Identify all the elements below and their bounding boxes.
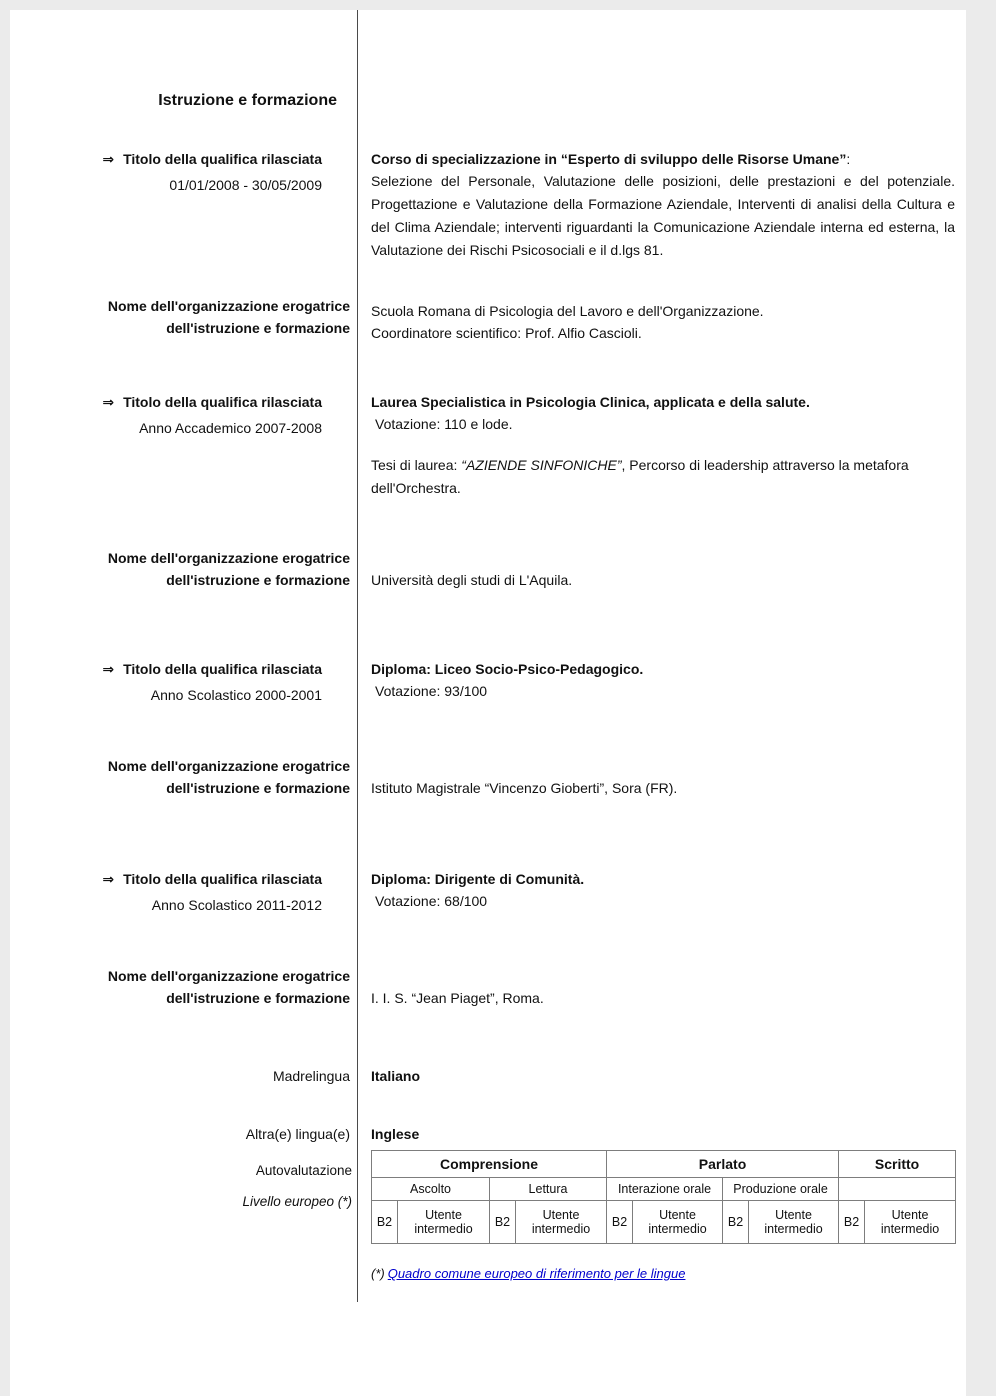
self-assessment-label: Autovalutazione <box>255 1163 352 1178</box>
double-arrow-icon: ⇒ <box>102 661 115 677</box>
qualification-title-suffix: : <box>846 151 851 167</box>
language-self-assessment-table <box>371 1150 956 1244</box>
level-label-cell: Utente intermedio <box>398 1201 490 1244</box>
organization-name <box>371 547 955 591</box>
qualification-title: Diploma: Liceo Socio-Psico-Pedagogico. <box>371 661 644 677</box>
thesis-line <box>371 454 955 500</box>
level-label-cell: Utente intermedio <box>749 1201 839 1244</box>
organization-label-line1: Nome dell'organizzazione erogatrice <box>107 758 350 774</box>
level-label-cell: Utente intermedio <box>516 1201 607 1244</box>
organization-name <box>371 965 955 1009</box>
qualification-date: Anno Accademico 2007-2008 <box>139 420 322 436</box>
subskill-lettura: Lettura <box>490 1178 607 1201</box>
organization-name-line: Istituto Magistrale “Vincenzo Gioberti”, Sora (FR). <box>371 780 678 796</box>
organization-label-line1: Nome dell'organizzazione erogatrice <box>107 550 350 566</box>
other-languages-label: Altra(e) lingua(e) <box>245 1126 350 1142</box>
qualification-label-text: Titolo della qualifica rilasciata <box>123 661 322 677</box>
qualification-date: Anno Scolastico 2011-2012 <box>151 897 322 913</box>
group-comprensione: Comprensione <box>372 1151 607 1178</box>
qualification-label-text: Titolo della qualifica rilasciata <box>123 394 322 410</box>
level-code-cell: B2 <box>607 1201 633 1244</box>
organization-name-line: Coordinatore scientifico: Prof. Alfio Cascioli. <box>371 325 642 341</box>
language-table-wrapper <box>371 1150 956 1244</box>
organization-name-line: I. I. S. “Jean Piaget”, Roma. <box>371 990 544 1006</box>
qualification-title-line <box>371 148 955 170</box>
table-group-row <box>372 1151 956 1178</box>
level-code-cell: B2 <box>839 1201 865 1244</box>
qualification-label-text: Titolo della qualifica rilasciata <box>123 151 322 167</box>
qualification-title: Diploma: Dirigente di Comunità. <box>371 871 585 887</box>
table-level-row <box>372 1201 956 1244</box>
qualification-label-block <box>10 868 357 916</box>
organization-label <box>10 755 357 799</box>
organization-name <box>371 300 955 344</box>
organization-name <box>371 755 955 799</box>
organization-label <box>10 547 357 591</box>
qualification-label-block <box>10 658 357 706</box>
cefr-footnote <box>371 1266 685 1282</box>
qualification-content <box>371 391 955 500</box>
level-label-cell: Utente intermedio <box>865 1201 956 1244</box>
organization-label <box>10 965 357 1009</box>
qualification-title: Corso di specializzazione in “Esperto di sviluppo delle Risorse Umane” <box>371 151 847 167</box>
qualification-date: Anno Scolastico 2000-2001 <box>150 687 322 703</box>
group-parlato: Parlato <box>607 1151 839 1178</box>
thesis-prefix: Tesi di laurea: <box>371 457 462 473</box>
thesis-suffix: , Percorso di leadership attraverso la metafora dell'Orchestra. <box>371 457 909 496</box>
double-arrow-icon: ⇒ <box>102 871 115 887</box>
qualification-date: 01/01/2008 - 30/05/2009 <box>169 177 322 193</box>
column-divider <box>357 10 358 1302</box>
qualification-grade: Votazione: 93/100 <box>375 683 488 699</box>
qualification-label <box>10 391 357 413</box>
qualification-content <box>371 868 955 912</box>
qualification-label <box>10 148 357 170</box>
organization-label-line2: dell'istruzione e formazione <box>166 572 350 588</box>
qualification-title: Laurea Specialistica in Psicologia Clinica, applicata e della salute. <box>371 394 810 410</box>
mother-tongue-label: Madrelingua <box>272 1068 350 1084</box>
subskill-produzione-orale: Produzione orale <box>723 1178 839 1201</box>
level-label-cell: Utente intermedio <box>633 1201 723 1244</box>
organization-label-line2: dell'istruzione e formazione <box>166 990 350 1006</box>
organization-name-line: Università degli studi di L'Aquila. <box>371 572 573 588</box>
qualification-label <box>10 658 357 680</box>
qualification-body: Selezione del Personale, Valutazione delle posizioni, delle prestazioni e del potenziale. Progettazione e Valutazione della Formazione Aziendale, Interventi di analisi della Cultura e del Clima Aziendale; interventi riguardanti la Comunicazione Aziendale interna ed esterna, la Valutazione dei Rischi Psicosociali e il d.lgs 81. <box>371 173 955 258</box>
organization-label-line2: dell'istruzione e formazione <box>166 780 350 796</box>
qualification-label <box>10 868 357 890</box>
level-code-cell: B2 <box>490 1201 516 1244</box>
mother-tongue-value: Italiano <box>371 1068 421 1084</box>
qualification-grade: Votazione: 68/100 <box>375 893 488 909</box>
organization-name-line: Scuola Romana di Psicologia del Lavoro e dell'Organizzazione. <box>371 303 764 319</box>
qualification-label-block <box>10 391 357 439</box>
double-arrow-icon: ⇒ <box>102 394 115 410</box>
other-language-value: Inglese <box>371 1126 420 1142</box>
qualification-grade: Votazione: 110 e lode. <box>375 416 513 432</box>
qualification-content <box>371 658 955 702</box>
group-scritto: Scritto <box>839 1151 956 1178</box>
double-arrow-icon: ⇒ <box>102 151 115 167</box>
organization-label-line1: Nome dell'organizzazione erogatrice <box>107 968 350 984</box>
subskill-empty-cell <box>839 1178 956 1201</box>
subskill-ascolto: Ascolto <box>372 1178 490 1201</box>
table-subskill-row <box>372 1178 956 1201</box>
subskill-interazione-orale: Interazione orale <box>607 1178 723 1201</box>
thesis-title: “AZIENDE SINFONICHE” <box>461 457 622 473</box>
european-level-label: Livello europeo (*) <box>242 1194 352 1209</box>
qualification-label-text: Titolo della qualifica rilasciata <box>123 871 322 887</box>
qualification-content <box>371 148 955 262</box>
qualification-label-block <box>10 148 357 196</box>
level-code-cell: B2 <box>723 1201 749 1244</box>
footnote-asterisk: (*) <box>371 1266 385 1281</box>
level-code-cell: B2 <box>372 1201 398 1244</box>
organization-label <box>10 295 357 339</box>
cv-page <box>10 10 966 1396</box>
cefr-link[interactable]: Quadro comune europeo di riferimento per le lingue <box>387 1266 686 1281</box>
organization-label-line2: dell'istruzione e formazione <box>166 320 350 336</box>
section-heading: Istruzione e formazione <box>158 92 337 109</box>
organization-label-line1: Nome dell'organizzazione erogatrice <box>107 298 350 314</box>
